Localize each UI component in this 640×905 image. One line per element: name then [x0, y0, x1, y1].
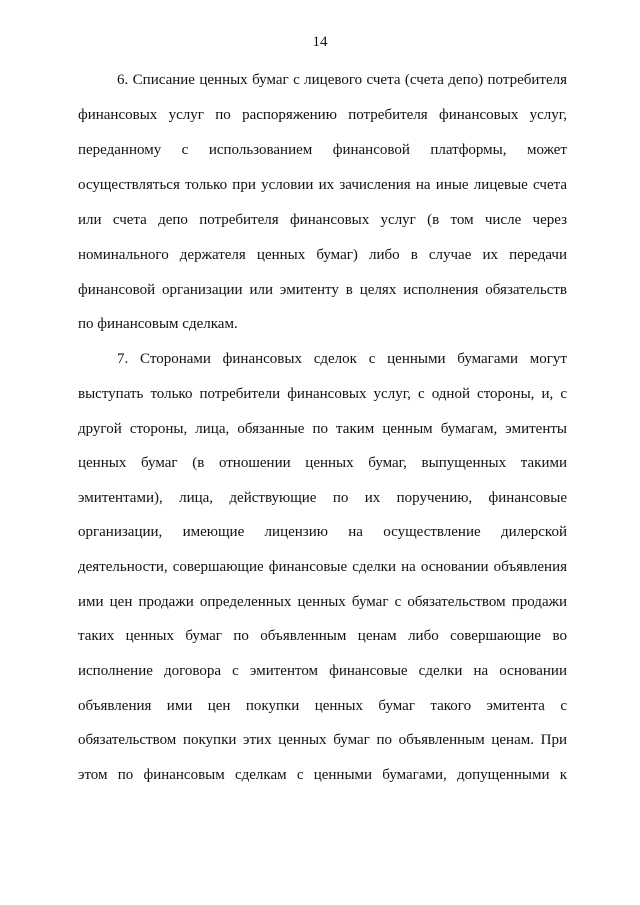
paragraph-7-line-7: деятельности, совершающие финансовые сделки на основании объявления	[78, 559, 567, 575]
paragraph-6-line-1: 6. Списание ценных бумаг с лицевого счета (счета депо) потребителя	[117, 72, 567, 88]
paragraph-7-line-12: обязательством покупки этих ценных бумаг по объявленным ценам. При	[78, 732, 567, 748]
paragraph-6-line-8: по финансовым сделкам.	[78, 316, 238, 332]
page-number: 14	[312, 34, 328, 50]
paragraph-6-line-4: осуществляться только при условии их зачисления на иные лицевые счета	[78, 177, 567, 193]
paragraph-7-line-8: ими цен продажи определенных ценных бумаг с обязательством продажи	[78, 594, 567, 610]
paragraph-7-line-9: таких ценных бумаг по объявленным ценам либо совершающие во	[78, 628, 567, 644]
paragraph-6-line-7: финансовой организации или эмитенту в целях исполнения обязательств	[78, 282, 567, 298]
paragraph-7-line-5: эмитентами), лица, действующие по их поручению, финансовые	[78, 490, 567, 506]
paragraph-6-line-6: номинального держателя ценных бумаг) либо в случае их передачи	[78, 247, 567, 263]
paragraph-7-line-13: этом по финансовым сделкам с ценными бумагами, допущенными к	[78, 767, 567, 783]
paragraph-6-line-3: переданному с использованием финансовой платформы, может	[78, 142, 567, 158]
paragraph-6-line-5: или счета депо потребителя финансовых услуг (в том числе через	[78, 212, 567, 228]
paragraph-7-line-6: организации, имеющие лицензию на осуществление дилерской	[78, 524, 567, 540]
paragraph-7-line-3: другой стороны, лица, обязанные по таким ценным бумагам, эмитенты	[78, 421, 567, 437]
paragraph-7-line-11: объявления ими цен покупки ценных бумаг такого эмитента с	[78, 698, 567, 714]
paragraph-7-line-4: ценных бумаг (в отношении ценных бумаг, выпущенных такими	[78, 455, 567, 471]
paragraph-6-line-2: финансовых услуг по распоряжению потребителя финансовых услуг,	[78, 107, 567, 123]
paragraph-7-line-10: исполнение договора с эмитентом финансовые сделки на основании	[78, 663, 567, 679]
paragraph-7-line-2: выступать только потребители финансовых услуг, с одной стороны, и, с	[78, 386, 567, 402]
paragraph-7-line-1: 7. Сторонами финансовых сделок с ценными бумагами могут	[117, 351, 567, 367]
